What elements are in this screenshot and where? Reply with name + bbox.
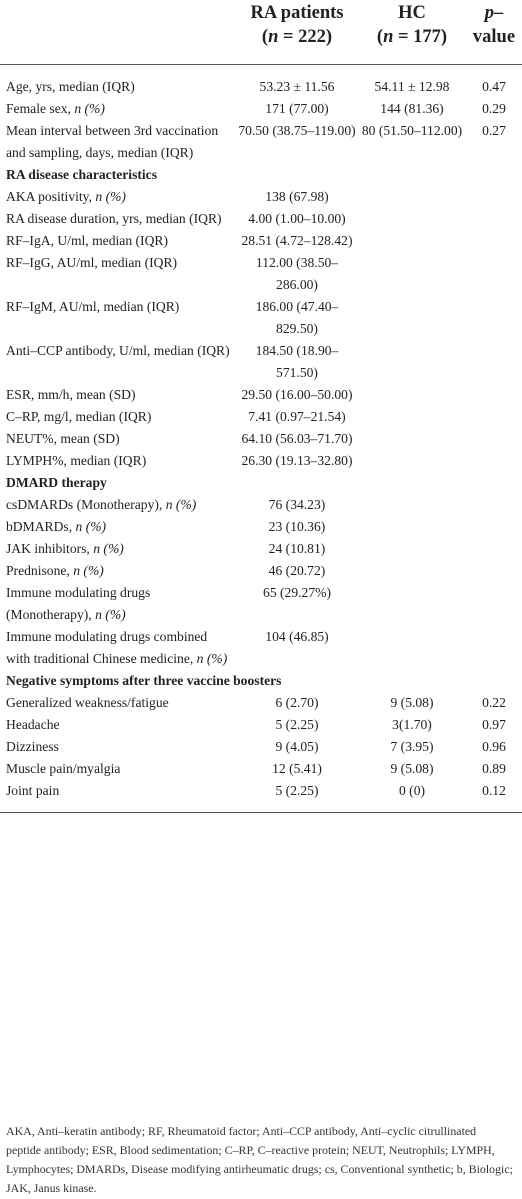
cell-ra-value: 46 (20.72) — [268, 562, 326, 578]
cell-ra-value: 76 (34.23) — [268, 496, 326, 512]
row-label — [0, 626, 236, 670]
cell-p-value: 0.96 — [482, 738, 506, 754]
row-label-text: Mean interval between 3rd vaccination and sampling, days, median (IQR) — [6, 122, 219, 160]
table-row — [0, 494, 522, 516]
cell-hc-value: 144 (81.36) — [380, 100, 444, 116]
row-label — [0, 384, 236, 406]
row-label-text: Headache — [6, 716, 60, 732]
table-body — [0, 64, 522, 812]
header-ra-paren-open: ( — [261, 27, 269, 47]
cell-ra-value: 112.00 (38.50–286.00) — [255, 254, 339, 292]
row-label-unit: n (%) — [165, 496, 197, 512]
table-header-row — [0, 0, 522, 64]
row-label-text: Generalized weakness/fatigue — [6, 694, 169, 710]
cell-ra-value: 9 (4.05) — [275, 738, 319, 754]
table-row — [0, 428, 522, 450]
table-row — [0, 714, 522, 736]
row-label-unit: n (%) — [73, 562, 104, 578]
row-label-text: RA disease duration, yrs, median (IQR) — [6, 210, 222, 226]
cell-ra-value: 12 (5.41) — [272, 760, 322, 776]
row-label — [0, 428, 236, 450]
table-row — [0, 252, 522, 296]
cell-p-value: 0.89 — [482, 760, 506, 776]
cell-ra-value: 138 (67.98) — [265, 188, 329, 204]
table-row — [0, 758, 522, 780]
table-row — [0, 516, 522, 538]
header-hc — [358, 0, 466, 64]
cell-hc-value — [358, 450, 466, 472]
header-p-value — [466, 0, 522, 64]
cell-hc-value — [358, 230, 466, 252]
cell-p-value: 0.22 — [482, 694, 506, 710]
cell-hc-value — [358, 296, 466, 340]
table-row — [0, 406, 522, 428]
header-hc-n: n — [383, 27, 394, 47]
cell-hc-value: 3(1.70) — [392, 716, 432, 732]
cell-ra-value: 7.41 (0.97–21.54) — [248, 408, 346, 424]
cell-hc-value: 54.11 ± 12.98 — [358, 64, 466, 98]
cell-ra-value: 53.23 ± 11.56 — [236, 64, 358, 98]
header-ra-count: = 222) — [278, 27, 333, 47]
row-label-text: C–RP, mg/l, median (IQR) — [6, 408, 152, 424]
cell-p-value: 0.27 — [482, 122, 506, 138]
cell-p-value — [466, 296, 522, 340]
row-label — [0, 340, 236, 384]
cell-hc-value: 0 (0) — [358, 780, 466, 813]
header-ra-n: n — [268, 27, 279, 47]
cell-p-value — [466, 538, 522, 560]
cell-hc-value — [358, 538, 466, 560]
row-label-unit: n (%) — [196, 650, 228, 666]
cell-hc-value: 80 (51.50–112.00) — [361, 122, 463, 138]
header-p-value-word: value — [472, 27, 516, 47]
cell-hc-value: 9 (5.08) — [390, 760, 434, 776]
row-label — [0, 538, 236, 560]
cell-hc-value: 7 (3.95) — [390, 738, 434, 754]
header-ra-title: RA patients — [250, 3, 344, 23]
cell-hc-value — [358, 428, 466, 450]
header-hc-count: = 177) — [393, 27, 448, 47]
table-row — [0, 64, 522, 98]
row-label-text: ESR, mm/h, mean (SD) — [6, 386, 136, 402]
row-label — [0, 560, 236, 582]
row-label — [0, 252, 236, 296]
row-label-text: Age, yrs, median (IQR) — [6, 78, 135, 94]
row-label-text: Female sex, — [6, 100, 75, 116]
table-footnote: AKA, Anti–keratin antibody; RF, Rheumatoid factor; Anti–CCP antibody, Anti–cyclic citrullinated peptide antibody; ESR, Blood sedimentation; C–RP, C–reactive protein; NEUT, Neutrophils; LYMPH, Lymphocytes; DMARDs, Disease modifying antirheumatic drugs; cs, Conventional synthetic; b, Biologic; JAK, Janus kinase. — [6, 1124, 513, 1195]
table-row — [0, 560, 522, 582]
cell-p-value — [466, 340, 522, 384]
row-label — [0, 714, 236, 736]
section-header-row — [0, 472, 522, 494]
section-title: Negative symptoms after three vaccine boosters — [6, 672, 282, 688]
table-row — [0, 780, 522, 813]
row-label — [0, 98, 236, 120]
row-label-text: Immune modulating drugs combined with traditional Chinese medicine, — [6, 628, 208, 666]
row-label — [0, 186, 236, 208]
row-label-text: Anti–CCP antibody, U/ml, median (IQR) — [6, 342, 230, 358]
row-label — [0, 692, 236, 714]
table-row — [0, 120, 522, 164]
cell-p-value: 0.29 — [482, 100, 506, 116]
row-label — [0, 494, 236, 516]
cell-ra-value: 70.50 (38.75–119.00) — [238, 122, 356, 138]
cell-p-value — [466, 252, 522, 296]
cell-ra-value: 6 (2.70) — [275, 694, 319, 710]
cell-p-value — [466, 186, 522, 208]
row-label — [0, 516, 236, 538]
row-label — [0, 64, 236, 98]
row-label-unit: n (%) — [74, 100, 105, 116]
header-hc-title: HC — [398, 3, 426, 23]
cell-ra-value: 104 (46.85) — [265, 628, 329, 644]
cell-ra-value: 64.10 (56.03–71.70) — [241, 430, 353, 446]
cell-ra-value: 4.00 (1.00–10.00) — [248, 210, 346, 226]
row-label — [0, 230, 236, 252]
cell-ra-value: 29.50 (16.00–50.00) — [241, 386, 353, 402]
row-label-unit: n (%) — [95, 606, 126, 622]
row-label-text: Joint pain — [6, 782, 60, 798]
cell-p-value — [466, 626, 522, 670]
cell-p-value — [466, 230, 522, 252]
cell-p-value: 0.12 — [466, 780, 522, 813]
cell-hc-value — [358, 252, 466, 296]
cell-hc-value — [358, 560, 466, 582]
row-label — [0, 296, 236, 340]
row-label — [0, 736, 236, 758]
row-label-text: bDMARDs, — [6, 518, 76, 534]
table-row — [0, 626, 522, 670]
section-title: DMARD therapy — [6, 474, 107, 490]
row-label-text: RF–IgM, AU/ml, median (IQR) — [6, 298, 180, 314]
row-label-text: Dizziness — [6, 738, 59, 754]
table-row — [0, 736, 522, 758]
row-label-text: RF–IgA, U/ml, median (IQR) — [6, 232, 168, 248]
row-label-text: NEUT%, mean (SD) — [6, 430, 120, 446]
cell-ra-value: 171 (77.00) — [265, 100, 329, 116]
cell-hc-value — [358, 626, 466, 670]
header-ra-patients — [236, 0, 358, 64]
header-p-letter: p– — [484, 3, 504, 23]
cell-hc-value — [358, 494, 466, 516]
cell-p-value — [466, 450, 522, 472]
cell-p-value — [466, 560, 522, 582]
cell-p-value — [466, 582, 522, 626]
cell-hc-value: 9 (5.08) — [390, 694, 434, 710]
table-row — [0, 186, 522, 208]
cell-hc-value — [358, 406, 466, 428]
table-row — [0, 692, 522, 714]
cell-hc-value — [358, 516, 466, 538]
cell-ra-value: 186.00 (47.40–829.50) — [255, 298, 339, 336]
cell-ra-value: 5 (2.25) — [275, 716, 319, 732]
cell-ra-value: 23 (10.36) — [268, 518, 326, 534]
row-label-text: Prednisone, — [6, 562, 74, 578]
row-label — [0, 208, 236, 230]
table-row — [0, 296, 522, 340]
row-label-text: AKA positivity, — [6, 188, 96, 204]
row-label — [0, 758, 236, 780]
cell-p-value — [466, 516, 522, 538]
table-row — [0, 208, 522, 230]
cell-p-value — [466, 208, 522, 230]
cell-ra-value: 26.30 (19.13–32.80) — [241, 452, 353, 468]
cell-p-value: 0.97 — [482, 716, 506, 732]
row-label-text: Muscle pain/myalgia — [6, 760, 121, 776]
cell-p-value: 0.47 — [466, 64, 522, 98]
cell-p-value — [466, 428, 522, 450]
cell-ra-value: 24 (10.81) — [268, 540, 326, 556]
cell-hc-value — [358, 208, 466, 230]
row-label — [0, 120, 236, 164]
row-label — [0, 450, 236, 472]
row-label-unit: n (%) — [75, 518, 107, 534]
header-hc-paren-open: ( — [376, 27, 384, 47]
cell-hc-value — [358, 186, 466, 208]
table-row — [0, 538, 522, 560]
table-row — [0, 450, 522, 472]
cell-ra-value: 28.51 (4.72–128.42) — [241, 232, 353, 248]
row-label-text: JAK inhibitors, — [6, 540, 94, 556]
cell-hc-value — [358, 340, 466, 384]
row-label-text: Immune modulating drugs (Monotherapy), — [6, 584, 151, 622]
section-header-row — [0, 670, 522, 692]
cell-ra-value: 184.50 (18.90–571.50) — [255, 342, 339, 380]
section-title: RA disease characteristics — [6, 166, 158, 182]
row-label — [0, 406, 236, 428]
row-label-unit: n (%) — [93, 540, 124, 556]
cell-ra-value: 5 (2.25) — [236, 780, 358, 813]
table-row — [0, 98, 522, 120]
row-label-text: csDMARDs (Monotherapy), — [6, 496, 166, 512]
row-label — [0, 780, 236, 813]
header-label-column — [0, 0, 236, 64]
section-header-row — [0, 164, 522, 186]
cell-p-value — [466, 406, 522, 428]
row-label-text: RF–IgG, AU/ml, median (IQR) — [6, 254, 178, 270]
table-row — [0, 230, 522, 252]
row-label-unit: n (%) — [95, 188, 126, 204]
cell-hc-value — [358, 582, 466, 626]
table-row — [0, 340, 522, 384]
cell-ra-value: 65 (29.27%) — [263, 584, 331, 600]
cell-p-value — [466, 384, 522, 406]
table-row — [0, 582, 522, 626]
table-row — [0, 384, 522, 406]
cell-hc-value — [358, 384, 466, 406]
row-label — [0, 582, 236, 626]
row-label-text: LYMPH%, median (IQR) — [6, 452, 147, 468]
cell-p-value — [466, 494, 522, 516]
